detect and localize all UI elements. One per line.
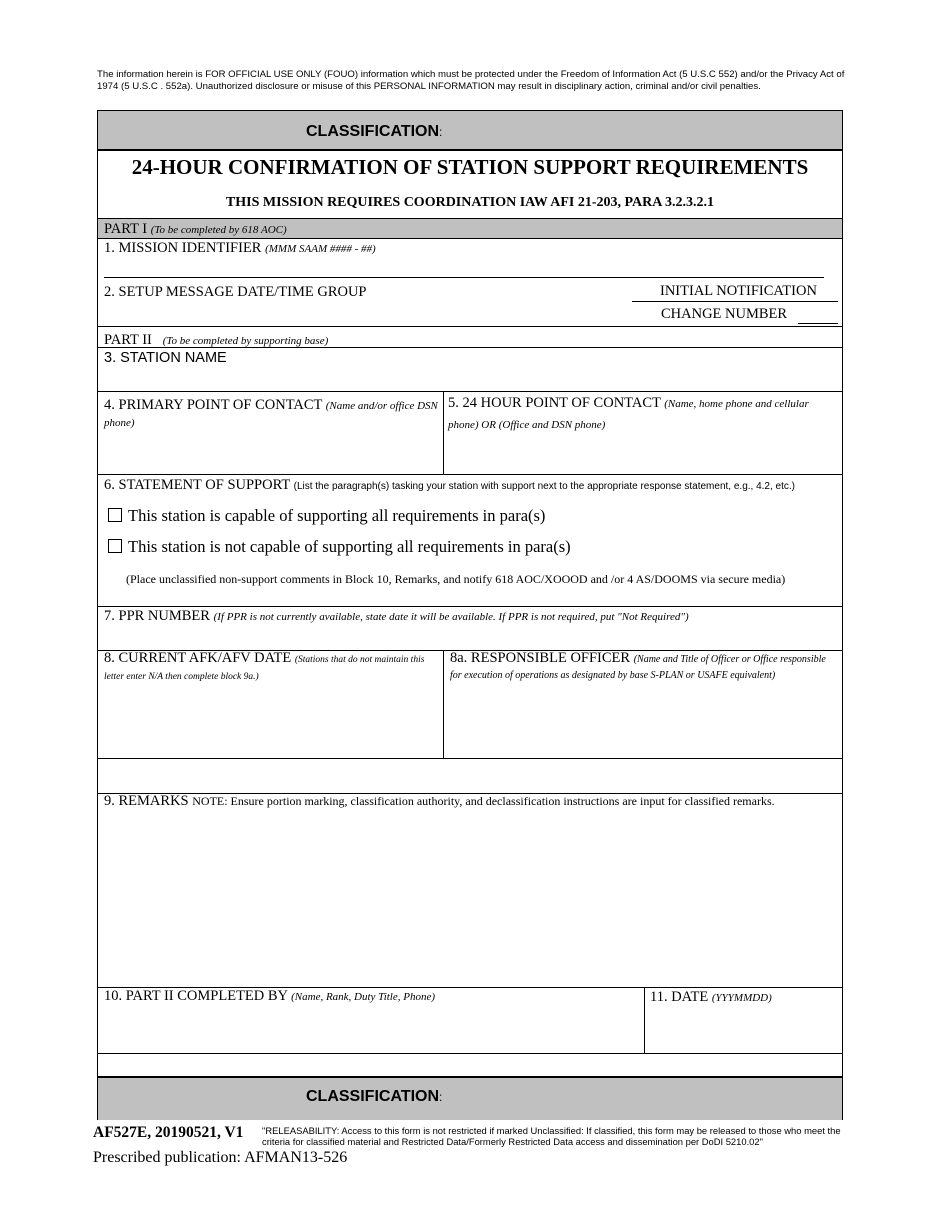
mission-identifier-label: 1. MISSION IDENTIFIER (MMM SAAM #### - ##) (104, 240, 376, 256)
part2-header: PART II (To be completed by supporting base) (104, 332, 329, 348)
checkbox-capable[interactable] (108, 508, 122, 522)
responsible-officer-field[interactable] (445, 701, 841, 757)
24hr-poc-field[interactable] (445, 435, 841, 473)
part1-header: PART I (To be completed by 618 AOC) (104, 221, 287, 237)
date-field[interactable] (646, 1009, 841, 1052)
afk-afv-date-label: 8. CURRENT AFK/AFV DATE (Stations that do not maintain this letter enter N/A then complete block 9a.) (104, 650, 425, 682)
24hr-poc-label: 5. 24 HOUR POINT OF CONTACT (Name, home phone and cellular phone) OR (Office and DSN phone) (448, 395, 809, 431)
ppr-number-field[interactable] (98, 625, 841, 649)
change-number-field[interactable] (798, 323, 838, 324)
support-capable-option[interactable]: This station is capable of supporting all requirements in para(s) (108, 506, 545, 526)
statement-of-support-label: 6. STATEMENT OF SUPPORT (List the paragraph(s) tasking your station with support next to the appropriate response statement, e.g., 4.2, etc.) (104, 477, 795, 493)
initial-notification-field[interactable] (632, 301, 838, 302)
form-subtitle: THIS MISSION REQUIRES COORDINATION IAW AFI 21-203, PARA 3.2.3.2.1 (225, 195, 715, 210)
classification-bottom: CLASSIFICATION: (306, 1088, 443, 1105)
ppr-number-label: 7. PPR NUMBER (If PPR is not currently available, state date it will be available. If PPR is not required, put "Not Required") (104, 608, 689, 624)
initial-notification-label: INITIAL NOTIFICATION (660, 283, 817, 299)
form-id: AF527E, 20190521, V1 (93, 1124, 244, 1141)
date-label: 11. DATE (YYYMMDD) (650, 989, 772, 1005)
fouo-notice: The information herein is FOR OFFICIAL USE ONLY (FOUO) information which must be protected under the Freedom of Information Act (5 U.S.C 552) and/or the Privacy Act of 1974 (5 U.S.C . 552a). Unauthorized disclosure or misuse of this PERSONAL INFORMATION may result in disciplinary action, criminal and/or civil penalties. (97, 69, 845, 92)
station-name-label: 3. STATION NAME (104, 350, 227, 366)
remarks-label: 9. REMARKS NOTE: Ensure portion marking, classification authority, and declassification instructions are input for classified remarks. (104, 793, 775, 809)
afk-afv-date-field[interactable] (98, 701, 442, 757)
prescribed-publication: Prescribed publication: AFMAN13-526 (93, 1149, 348, 1166)
mission-identifier-field[interactable] (104, 257, 824, 278)
form-title: 24-HOUR CONFIRMATION OF STATION SUPPORT REQUIREMENTS (131, 155, 809, 179)
releasability-statement: "RELEASABILITY: Access to this form is not restricted if marked Unclassified: If classified, this form may be released to those who meet the criteria for classified material and Restricted Data/Formerly Restricted Data access and dissemination per DoDI 5210.02" (262, 1125, 841, 1147)
form-frame (97, 110, 843, 1120)
non-support-note: (Place unclassified non-support comments in Block 10, Remarks, and notify 618 AOC/XOOOD and /or 4 AS/DOOMS via secure media) (126, 572, 786, 586)
remarks-field[interactable] (98, 813, 841, 985)
change-number-label: CHANGE NUMBER (661, 306, 788, 322)
completed-by-field[interactable] (98, 1009, 643, 1052)
classification-banner-top (98, 111, 842, 149)
classification-top: CLASSIFICATION: (306, 123, 443, 140)
support-not-capable-option[interactable]: This station is not capable of supporting all requirements in para(s) (108, 537, 571, 557)
responsible-officer-label: 8a. RESPONSIBLE OFFICER (Name and Title of Officer or Office responsible for execution of operations as designated by base S-PLAN or USAFE equivalent) (450, 650, 826, 681)
setup-message-dtg-label: 2. SETUP MESSAGE DATE/TIME GROUP (104, 284, 367, 300)
checkbox-not-capable[interactable] (108, 539, 122, 553)
primary-poc-label: 4. PRIMARY POINT OF CONTACT (Name and/or office DSN phone) (104, 397, 438, 429)
completed-by-label: 10. PART II COMPLETED BY (Name, Rank, Duty Title, Phone) (104, 988, 436, 1004)
primary-poc-field[interactable] (98, 435, 442, 473)
classification-banner-bottom (98, 1078, 842, 1120)
station-name-field[interactable] (98, 367, 841, 389)
